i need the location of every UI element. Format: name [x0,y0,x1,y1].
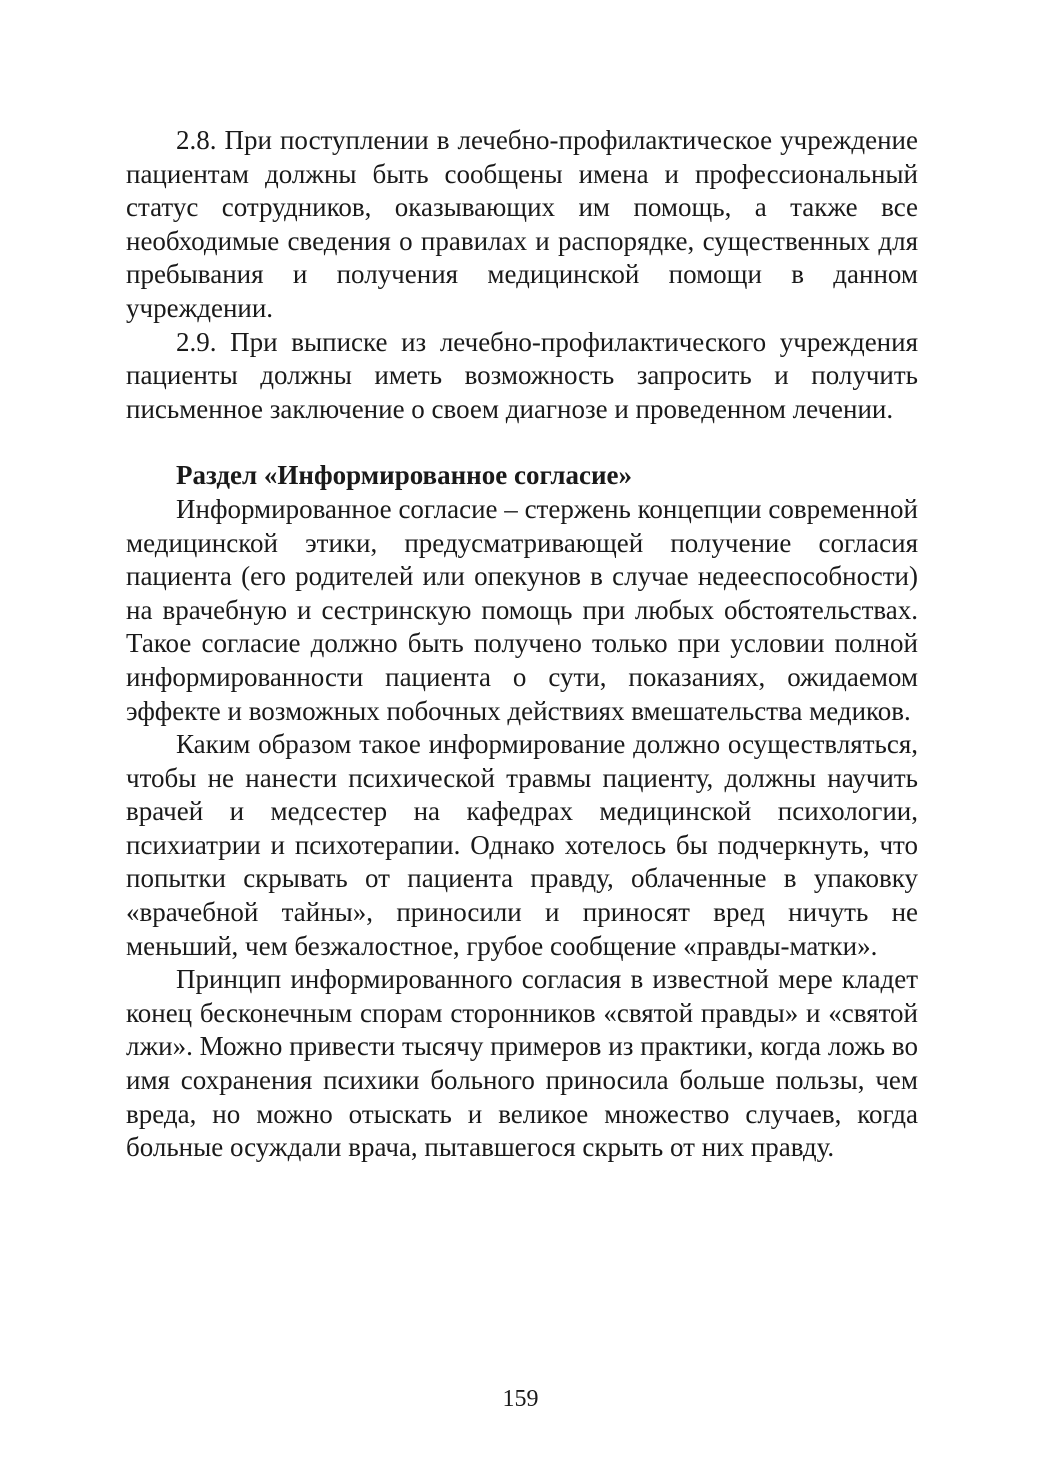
paragraph-informed-consent-definition: Информированное согласие – стержень концепции современной медицинской этики, предусматривающей получение согласия пациента (его родителей или опекунов в случае недееспособности) на врачебную и сестринскую помощь при любых обстоятельствах. Такое согласие должно быть получено только при условии полной информированности пациента о сути, показаниях, ожидаемом эффекте и возможных побочных действиях вмешательства медиков. [126,493,918,726]
page-number: 159 [502,1386,539,1412]
paragraph-principle: Принцип информированного согласия в известной мере кладет конец бесконечным спорам сторонников «святой правды» и «святой лжи». Можно привести тысячу примеров из практики, когда ложь во имя сохранения психики больного приносила больше пользы, чем вреда, но можно отыскать и великое множество случаев, когда больные осуждали врача, пытавшегося скрыть от них правду. [126,964,918,1163]
paragraph-informing-method: Каким образом такое информирование должно осуществляться, чтобы не нанести психической травмы пациенту, должны научить врачей и медсестер на кафедрах медицинской психологии, психиатрии и психотерапии. Однако хотелось бы подчеркнуть, что попытки скрывать от пациента правду, облаченные в упаковку «врачебной тайны», приносили и приносят вред ничуть не меньший, чем безжалостное, грубое сообщение «правды-матки». [126,729,918,961]
paragraph-2-8: 2.8. При поступлении в лечебно-профилактическое учреждение пациентам должны быть сообщены имена и профессиональный статус сотрудников, оказывающих им помощь, а также все необходимые сведения о правилах и распорядке, существенных для пребывания и получения медицинской помощи в данном учреждении. [126,125,918,323]
section-heading: Раздел «Информированное согласие» [176,460,633,491]
paragraph-2-9: 2.9. При выписке из лечебно-профилактического учреждения пациенты должны иметь возможность запросить и получить письменное заключение о своем диагнозе и проведенном лечении. [126,326,918,424]
page-body [126,124,918,1165]
